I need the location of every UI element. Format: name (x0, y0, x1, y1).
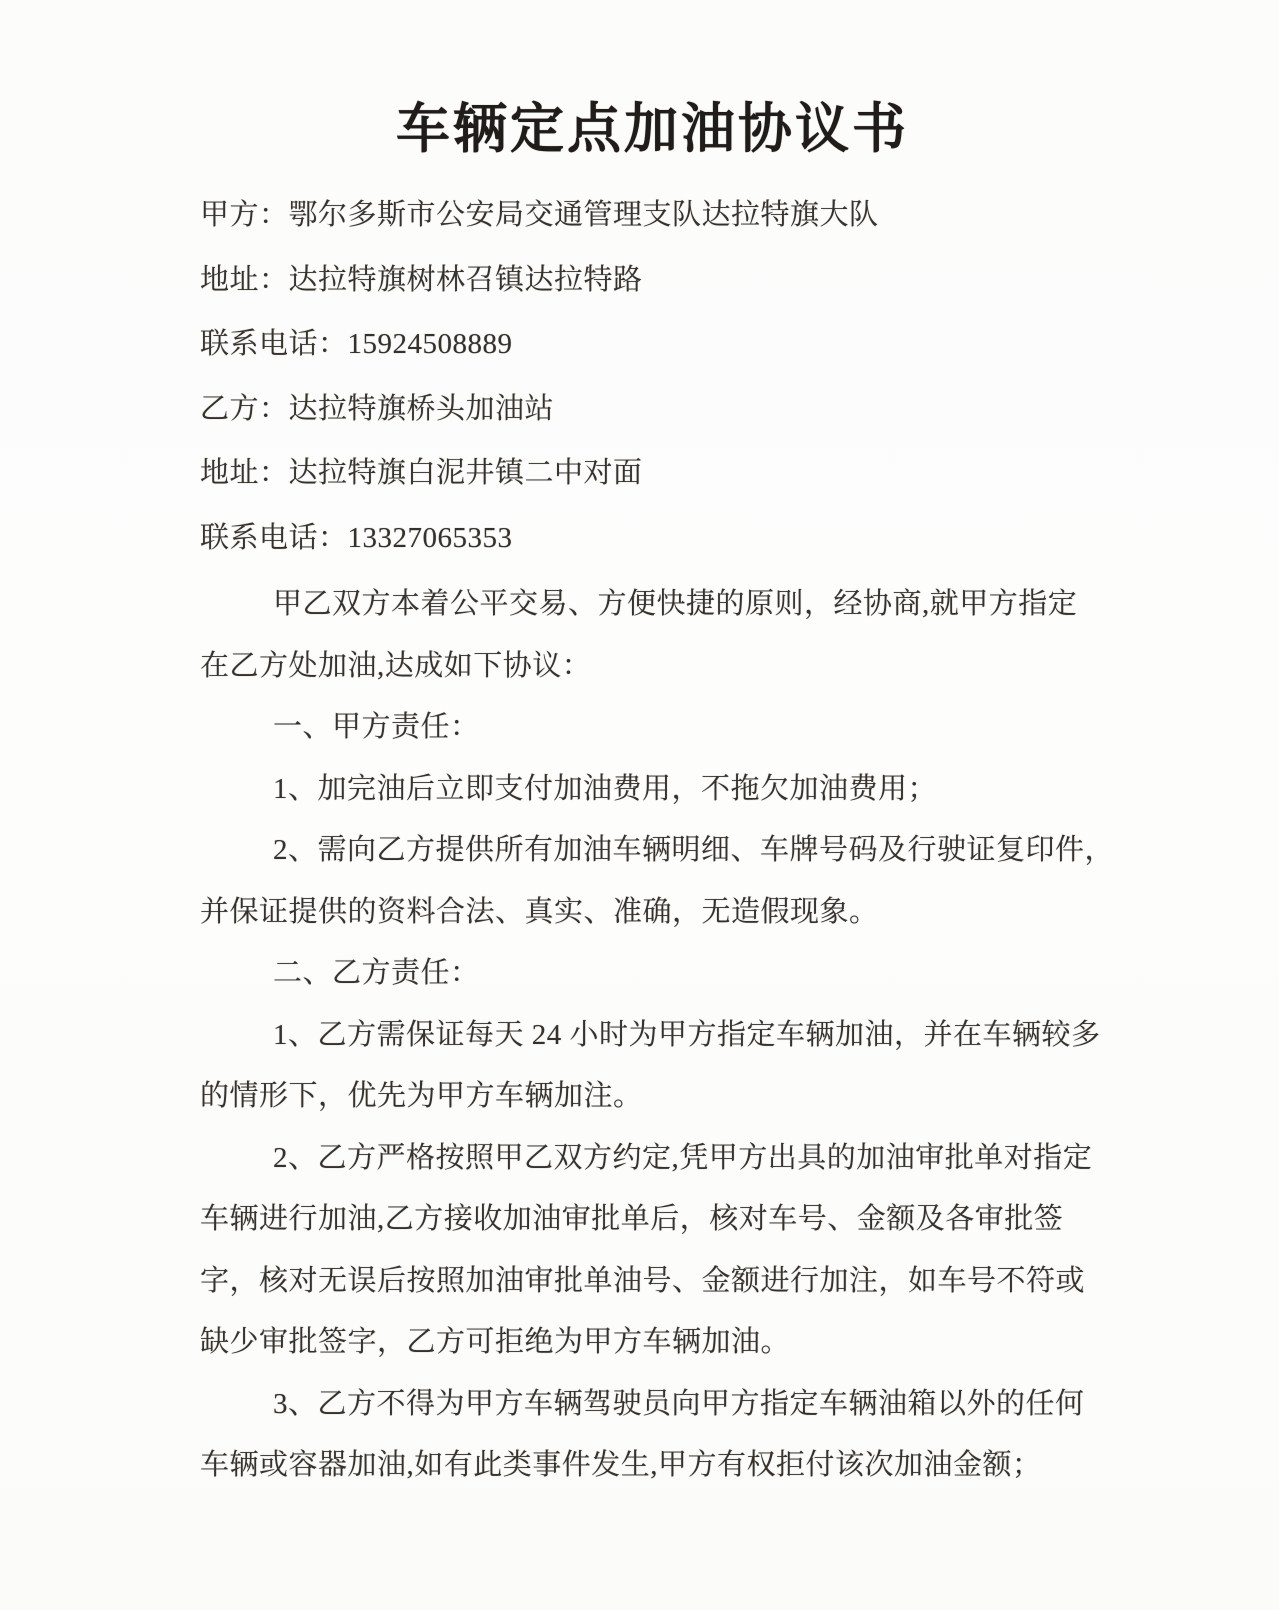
party-b-phone-line: 联系电话：13327065353 (200, 521, 513, 554)
party-a-address-line: 地址：达拉特旗树林召镇达拉特路 (200, 263, 643, 296)
section-1-item-2-line-2: 并保证提供的资料合法、真实、准确，无造假现象。 (200, 895, 879, 928)
section-2-item-2-line-1: 2、乙方严格按照甲乙双方约定,凭甲方出具的加油审批单对指定 (273, 1141, 1093, 1174)
section-1-item-2-line-1: 2、需向乙方提供所有加油车辆明细、车牌号码及行驶证复印件， (273, 834, 1115, 866)
party-b-address-line: 地址：达拉特旗白泥井镇二中对面 (200, 457, 643, 489)
section-2-item-3-line-2: 车辆或容器加油,如有此类事件发生,甲方有权拒付该次加油金额； (200, 1449, 1042, 1481)
agreement-body (200, 574, 1140, 1497)
section-2-item-2-line-2: 车辆进行加油,乙方接收加油审批单后，核对车号、金额及各审批签 (200, 1203, 1064, 1235)
section-2-heading: 二、乙方责任： (273, 957, 480, 989)
document-title: 车辆定点加油协议书 (396, 99, 909, 159)
section-2-item-3-line-1: 3、乙方不得为甲方车辆驾驶员向甲方指定车辆油箱以外的任何 (273, 1387, 1085, 1420)
party-b-line: 乙方：达拉特旗桥头加油站 (200, 392, 555, 425)
section-2-item-2-line-3: 字，核对无误后按照加油审批单油号、金额进行加注，如车号不符或 (200, 1264, 1086, 1297)
section-1-heading: 一、甲方责任： (273, 711, 480, 743)
intro-line-1: 甲乙双方本着公平交易、方便快捷的原则，经协商,就甲方指定 (273, 588, 1078, 620)
party-a-phone-line: 联系电话：15924508889 (200, 328, 513, 360)
section-1-item-1: 1、加完油后立即支付加油费用，不拖欠加油费用； (273, 772, 938, 805)
parties-section (200, 183, 1140, 570)
section-2-item-2-line-4: 缺少审批签字，乙方可拒绝为甲方车辆加油。 (200, 1326, 791, 1358)
intro-line-2: 在乙方处加油,达成如下协议： (200, 649, 592, 682)
section-2-item-1-line-2: 的情形下，优先为甲方车辆加注。 (200, 1080, 643, 1112)
party-a-line: 甲方：鄂尔多斯市公安局交通管理支队达拉特旗大队 (200, 199, 879, 231)
section-2-item-1-line-1: 1、乙方需保证每天 24 小时为甲方指定车辆加油，并在车辆较多 (273, 1018, 1101, 1051)
